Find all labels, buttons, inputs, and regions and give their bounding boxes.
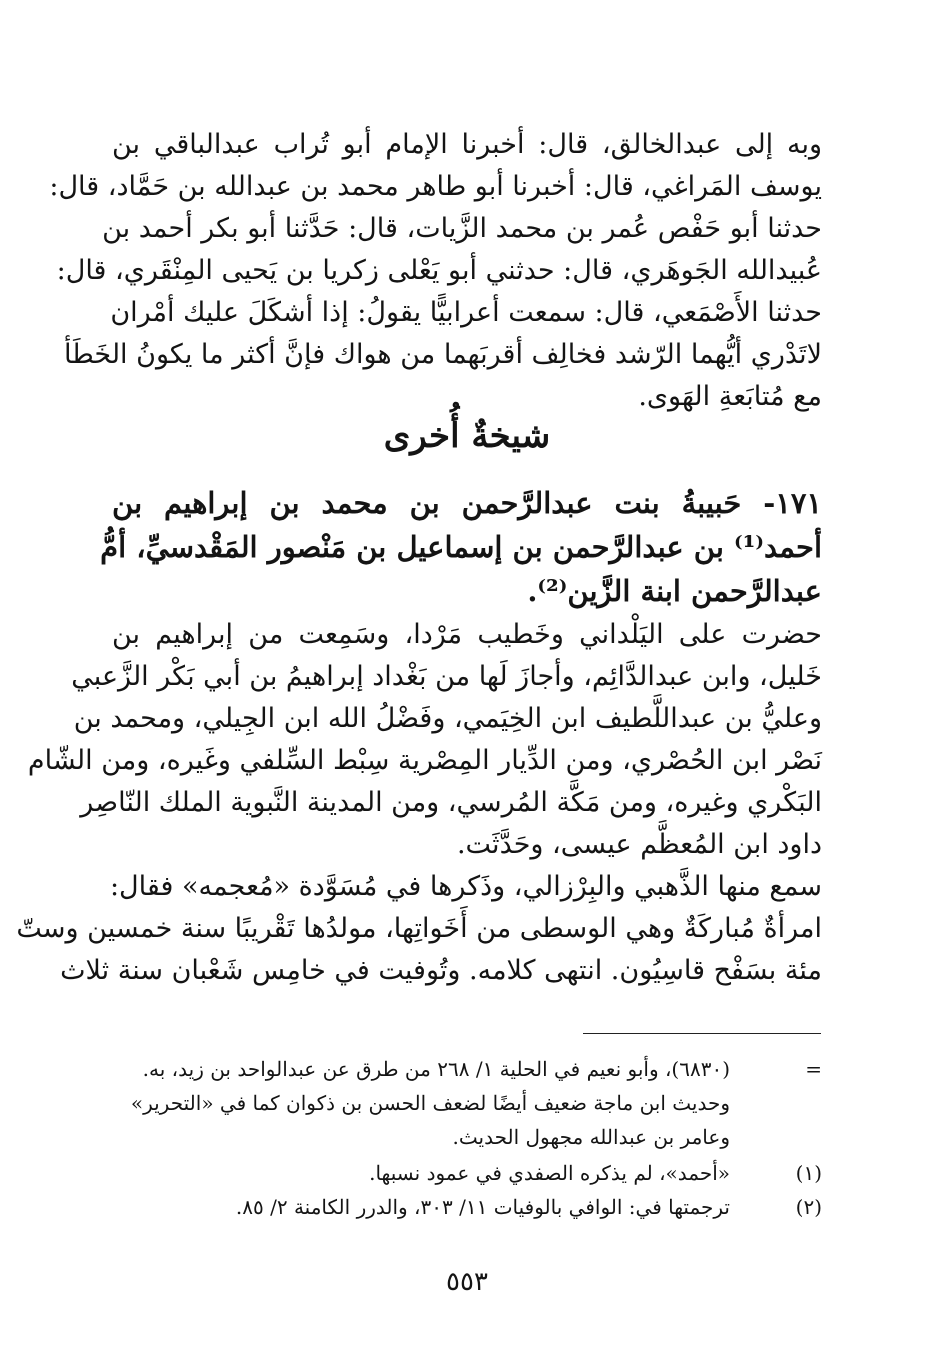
footnote-text: وحديث ابن ماجة ضعيف أيضًا لضعف الحسن بن ذكوان كما في «التحرير» <box>130 1091 730 1115</box>
footnote-number: (٢) <box>795 1195 822 1219</box>
continuation-mark: = <box>805 1057 822 1081</box>
footnote-separator <box>583 1033 821 1034</box>
footnote-2 <box>112 1190 822 1224</box>
footnote-1 <box>112 1156 822 1190</box>
body-line: خَليل، وابن عبدالدَّائِم، وأجازَ لَها من بَغْداد إبراهيمُ بن أبي بَكْر الزَّعبي <box>71 661 822 692</box>
intro-line: حدثنا أبو حَفْص عُمر بن محمد الزَّيات، قال: حَدَّثنا أبو بكر أحمد بن <box>102 213 822 244</box>
body-line: سمع منها الذَّهبي والبِرْزالي، وذَكرها في مُسَوَّدة «مُعجمه» فقال: <box>109 871 822 902</box>
footnote-text: ترجمتها في: الوافي بالوفيات ١١/ ٣٠٣، والدرر الكامنة ٢/ ٨٥. <box>235 1195 730 1219</box>
intro-line: يوسف المَراغي، قال: أخبرنا أبو طاهر محمد بن عبدالله بن حَمَّاد، قال: <box>49 171 822 202</box>
section-heading: شيخةٌ أُخرى <box>383 416 551 456</box>
footnote-text: وعامر بن عبدالله مجهول الحديث. <box>452 1125 730 1149</box>
page-number: ٥٥٣ <box>446 1267 488 1297</box>
body-line: البَكْري وغيره، ومن مَكَّة المُرسي، ومن المدينة النَّبوية الملك النّاصِر <box>80 787 822 818</box>
entry-line: أحمد⁽¹⁾ بن عبدالرَّحمن بن إسماعيل بن مَنْصور المَقْدسيِّ، أمُّ <box>100 530 822 564</box>
footnote-continuation <box>112 1052 822 1086</box>
body-line: حضرت على اليَلْداني وخَطيب مَرْدا، وسَمِعت من إبراهيم بن <box>112 619 822 650</box>
intro-line: عُبيدالله الجَوهَري، قال: حدثني أبو يَعْلى زكريا بن يَحيى المِنْقَري، قال: <box>56 255 822 286</box>
footnote-continuation <box>112 1086 822 1120</box>
intro-line: مع مُتابَعةِ الهَوى. <box>638 381 822 412</box>
entry-line: ١٧١- حَبيبةُ بنت عبدالرَّحمن بن محمد بن إبراهيم بن <box>112 486 822 520</box>
body-line: داود ابن المُعظَّم عيسى، وحَدَّثَت. <box>456 829 822 860</box>
footnote-continuation <box>112 1120 822 1154</box>
body-line: نَصْر ابن الحُصْري، ومن الدِّيار المِصْرية سِبْط السِّلفي وغَيره، ومن الشّام <box>27 745 822 776</box>
footnote-text: (٦٨٣٠)، وأبو نعيم في الحلية ١/ ٢٦٨ من طرق عن عبدالواحد بن زيد، به. <box>142 1057 730 1081</box>
body-line: وعليُّ بن عبداللَّطيف ابن الخِيَمي، وفَضْلُ الله ابن الجِيلي، ومحمد بن <box>73 703 822 734</box>
entry-line: عبدالرَّحمن ابنة الزَّين⁽²⁾. <box>527 574 822 608</box>
intro-line: لاتَدْري أيُّهما الرّشد فخالِف أقربَهما من هواك فإنَّ أكثر ما يكونُ الخَطَأ <box>64 339 822 370</box>
body-line: امرأةٌ مُباركَةٌ وهي الوسطى من أَخَواتِها، مولدُها تَقْريبًا سنة خمسين وستّ <box>16 913 822 944</box>
body-line: مئة بسَفْح قاسِيُون. انتهى كلامه. وتُوفيت في خامِس شَعْبان سنة ثلاث <box>60 955 822 986</box>
intro-line: وبه إلى عبدالخالق، قال: أخبرنا الإمام أبو تُراب عبدالباقي بن <box>112 129 822 160</box>
intro-line: حدثنا الأَصْمَعي، قال: سمعت أعرابيًّا يقولُ: إذا أشكَلَ عليك أمْران <box>110 297 822 328</box>
footnote-text: «أحمد»، لم يذكره الصفدي في عمود نسبها. <box>369 1161 730 1185</box>
footnote-number: (١) <box>795 1161 822 1185</box>
